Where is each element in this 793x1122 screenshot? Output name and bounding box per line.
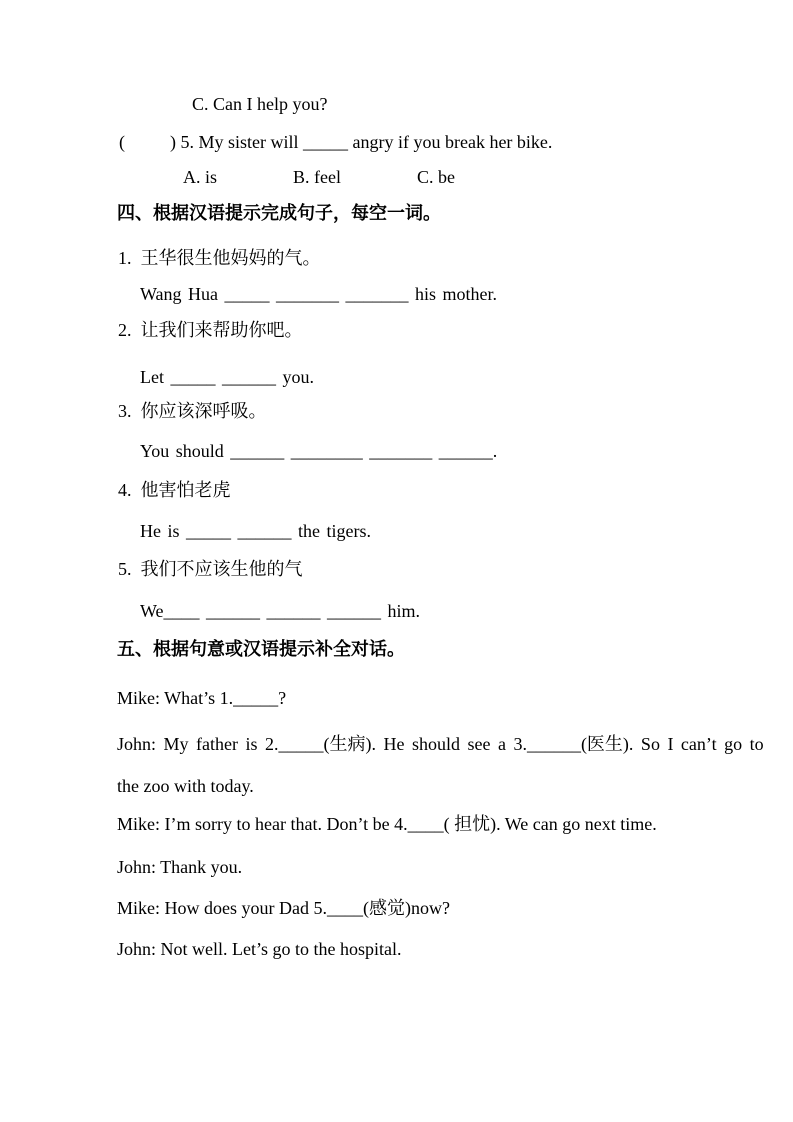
s4-item-4-english: He is _____ ______ the tigers. — [140, 521, 371, 541]
s4-item-3-chinese: 3. 你应该深呼吸。 — [118, 401, 267, 421]
section-5-heading: 五、根据句意或汉语提示补全对话。 — [117, 639, 405, 659]
s4-item-5-chinese: 5. 我们不应该生他的气 — [118, 559, 303, 579]
dialog-line-5: John: Thank you. — [117, 857, 243, 877]
section-4-heading: 四、根据汉语提示完成句子，每空一词。 — [117, 203, 441, 223]
mc-choice-a: A. is — [183, 167, 218, 187]
s4-item-2-english: Let _____ ______ you. — [140, 367, 314, 387]
dialog-line-4: Mike: I’m sorry to hear that. Don’t be 4.____( 担忧). We can go next time. — [117, 814, 657, 834]
dialog-line-1: Mike: What’s 1._____? — [117, 688, 287, 708]
dialog-line-3: the zoo with today. — [117, 776, 254, 796]
mc-choice-c: C. be — [417, 167, 455, 187]
s4-item-1-english: Wang Hua _____ _______ _______ his mother. — [140, 284, 498, 304]
s4-item-5-english: We____ ______ ______ ______ him. — [140, 601, 421, 621]
mc-choice-b: B. feel — [293, 167, 341, 187]
s4-item-2-chinese: 2. 让我们来帮助你吧。 — [118, 320, 303, 340]
s4-item-4-chinese: 4. 他害怕老虎 — [118, 480, 231, 500]
mc-question-5-line: ( ) 5. My sister will _____ angry if you break her bike. — [119, 132, 553, 152]
dialog-line-7: John: Not well. Let’s go to the hospital. — [117, 939, 402, 959]
dialog-line-2: John: My father is 2._____(生病). He should see a 3.______(医生). So I can’t go to — [117, 734, 764, 754]
dialog-line-6: Mike: How does your Dad 5.____(感觉)now? — [117, 898, 450, 918]
s4-item-3-english: You should ______ ________ _______ ______. — [140, 441, 498, 461]
s4-item-1-chinese: 1. 王华很生他妈妈的气。 — [118, 248, 321, 268]
mc-option-c-line: C. Can I help you? — [192, 94, 328, 114]
